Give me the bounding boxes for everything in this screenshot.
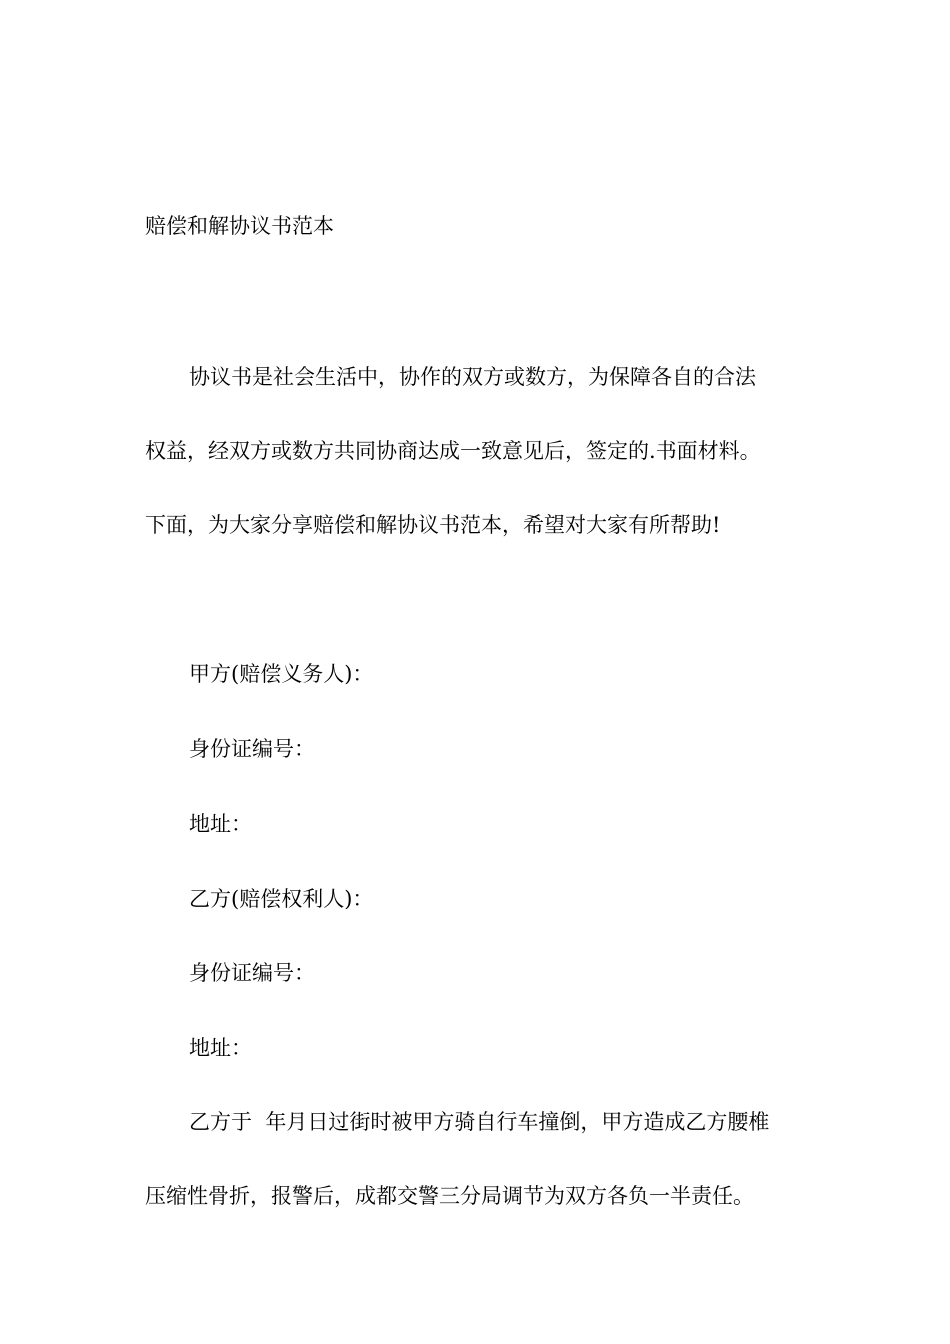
incident-line-2: 压缩性骨折，报警后，成都交警三分局调节为双方各负一半责任。 (145, 1184, 754, 1208)
party-a-id-label: 身份证编号： (189, 737, 315, 761)
party-b-id-label: 身份证编号： (189, 961, 315, 985)
incident-paragraph (145, 1085, 805, 1233)
incident-line-1: 乙方于 年月日过街时被甲方骑自行车撞倒，甲方造成乙方腰椎 (189, 1110, 770, 1134)
intro-line-1: 协议书是社会生活中，协作的双方或数方，为保障各自的合法 (189, 365, 756, 389)
party-a-address-label: 地址： (189, 812, 252, 836)
document-title: 赔偿和解协议书范本 (145, 214, 334, 238)
party-b-label: 乙方(赔偿权利人)： (189, 887, 374, 911)
intro-line-3: 下面，为大家分享赔偿和解协议书范本，希望对大家有所帮助! (145, 513, 721, 537)
party-a-label: 甲方(赔偿义务人)： (189, 662, 374, 686)
intro-paragraph (145, 340, 805, 562)
party-b-address-label: 地址： (189, 1036, 252, 1060)
intro-line-2: 权益，经双方或数方共同协商达成一致意见后，签定的.书面材料。 (145, 439, 761, 463)
